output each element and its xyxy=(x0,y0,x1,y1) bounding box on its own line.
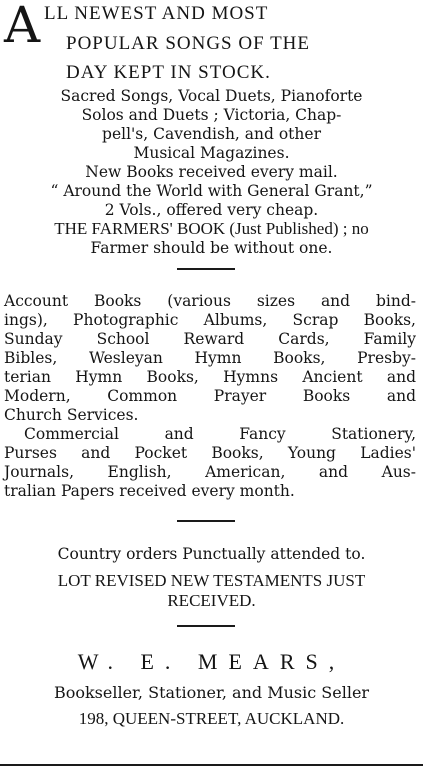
stationery-line: Sunday School Reward Cards, Family xyxy=(4,330,416,348)
music-line: 2 Vols., offered very cheap. xyxy=(104,201,319,219)
stationery-line: Purses and Pocket Books, Young Ladies' xyxy=(4,444,416,462)
drop-cap: A xyxy=(4,0,41,54)
heading-line-1: LL NEWEST AND MOST xyxy=(44,3,269,24)
music-line: Musical Magazines. xyxy=(133,144,290,162)
music-line: Solos and Duets ; Victoria, Chap- xyxy=(81,106,342,124)
music-line: “ Around the World with General Grant,” xyxy=(50,182,373,200)
stationery-line: terian Hymn Books, Hymns Ancient and xyxy=(4,368,416,386)
music-line: Sacred Songs, Vocal Duets, Pianoforte xyxy=(60,87,363,105)
music-line: pell's, Cavendish, and other xyxy=(102,125,321,143)
stationery-line: Church Services. xyxy=(4,406,139,424)
orders-line: LOT REVISED NEW TESTAMENTS JUST xyxy=(57,571,366,590)
music-line: New Books received every mail. xyxy=(85,163,338,181)
orders-line: Country orders Punctually attended to. xyxy=(57,545,366,563)
seller-address: 198, QUEEN-STREET, AUCKLAND. xyxy=(78,709,345,728)
orders-line: RECEIVED. xyxy=(167,591,256,610)
section-divider xyxy=(177,268,235,270)
heading-line-3: DAY KEPT IN STOCK. xyxy=(66,62,271,83)
music-line: Farmer should be without one. xyxy=(90,239,333,257)
stationery-line: Modern, Common Prayer Books and xyxy=(4,387,416,405)
stationery-line: Journals, English, American, and Aus- xyxy=(4,463,416,481)
section-divider xyxy=(177,520,235,522)
section-divider xyxy=(177,625,235,627)
stationery-line: Account Books (various sizes and bind- xyxy=(4,292,416,310)
seller-trade: Bookseller, Stationer, and Music Seller xyxy=(53,683,370,702)
music-line: THE FARMERS' BOOK (Just Published) ; no xyxy=(54,219,369,238)
stationery-line: ings), Photographic Albums, Scrap Books, xyxy=(4,311,416,329)
seller-name: W. E. MEARS, xyxy=(77,649,346,674)
stationery-line: Bibles, Wesleyan Hymn Books, Presby- xyxy=(4,349,416,367)
bottom-rule xyxy=(0,764,423,766)
stationery-line: tralian Papers received every month. xyxy=(4,482,295,500)
stationery-line: Commercial and Fancy Stationery, xyxy=(24,425,416,443)
heading-line-2: POPULAR SONGS OF THE xyxy=(66,33,311,54)
